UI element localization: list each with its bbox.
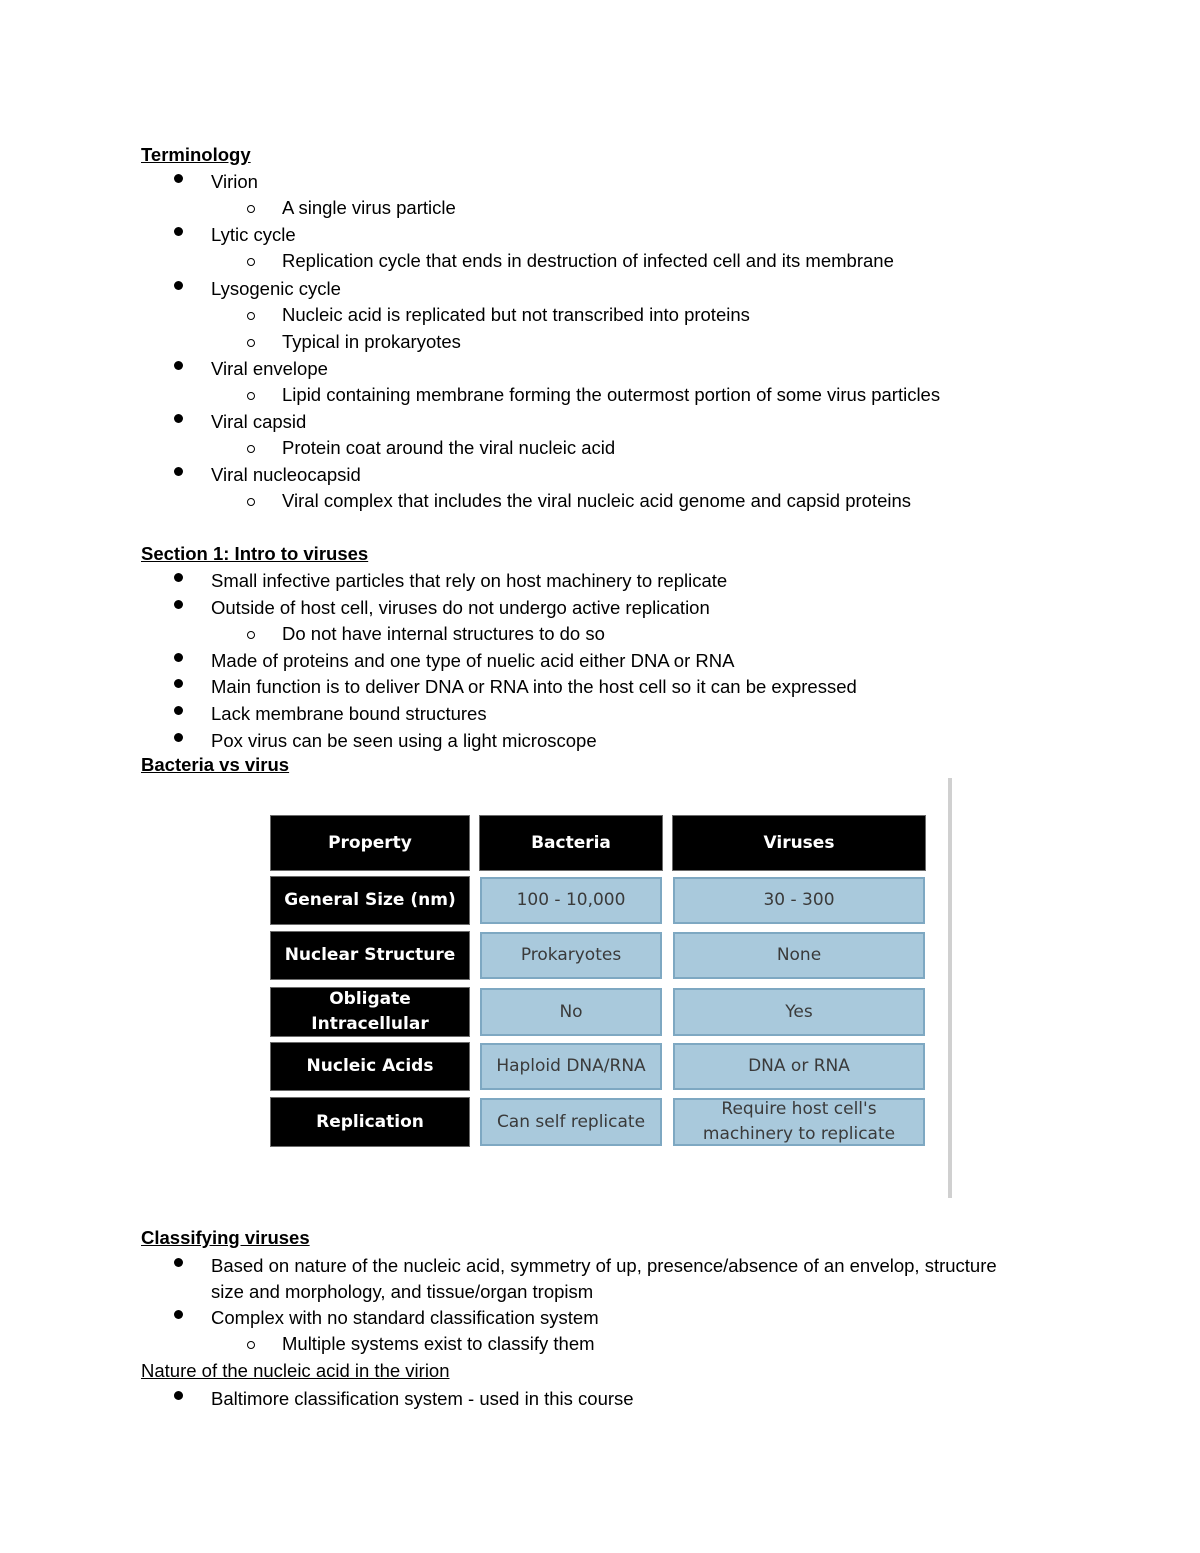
bullet-dot-icon [174,174,183,183]
term-nucleocapsid-detail: Viral complex that includes the viral nucleic acid genome and capsid proteins [282,490,912,511]
table-header-cell: Viruses [673,816,925,870]
table-cell: Yes [673,988,925,1036]
table-row-label: General Size (nm) [271,877,469,924]
figure-edge-divider [948,778,952,1198]
table-cell: Haploid DNA/RNA [480,1043,662,1090]
table-row-label: Nucleic Acids [271,1043,469,1090]
bullet-circle-icon [247,339,255,347]
bullet-dot-icon [174,573,183,582]
bullet-circle-icon [247,445,255,453]
term-viral-envelope: Viral envelope [211,358,328,379]
bullet-dot-icon [174,361,183,370]
table-cell: DNA or RNA [673,1043,925,1090]
comparison-heading: Bacteria vs virus [141,754,290,775]
bullet-circle-icon [247,392,255,400]
section1-bullet: Outside of host cell, viruses do not undergo active replication [211,597,710,618]
bullet-dot-icon [174,467,183,476]
bullet-dot-icon [174,733,183,742]
term-virion: Virion [211,171,258,192]
bullet-circle-icon [247,205,255,213]
table-cell: 30 - 300 [673,877,925,924]
bullet-circle-icon [247,631,255,639]
classifying-bullet-continued: size and morphology, and tissue/organ tropism [211,1281,594,1302]
section1-sub-bullet: Do not have internal structures to do so [282,623,605,644]
bullet-dot-icon [174,653,183,662]
term-lysogenic-cycle: Lysogenic cycle [211,278,341,299]
section1-bullet: Pox virus can be seen using a light microscope [211,730,597,751]
table-cell: 100 - 10,000 [480,877,662,924]
terminology-heading: Terminology [141,144,251,165]
table-row-label: Obligate Intracellular [271,988,469,1036]
table-cell: Prokaryotes [480,932,662,979]
term-lytic-cycle: Lytic cycle [211,224,296,245]
term-virion-detail: A single virus particle [282,197,456,218]
table-cell: Require host cell's machinery to replicate [673,1098,925,1146]
table-row-label: Nuclear Structure [271,932,469,979]
term-lytic-detail: Replication cycle that ends in destruction of infected cell and its membrane [282,250,894,271]
bullet-dot-icon [174,600,183,609]
table-header-cell: Property [271,816,469,870]
nucleic-acid-subheading: Nature of the nucleic acid in the virion [141,1360,450,1381]
nucleic-acid-bullet: Baltimore classification system - used in this course [211,1388,634,1409]
bullet-circle-icon [247,258,255,266]
classifying-sub-bullet: Multiple systems exist to classify them [282,1333,595,1354]
term-lysogenic-detail: Typical in prokaryotes [282,331,461,352]
classifying-bullet: Complex with no standard classification system [211,1307,599,1328]
bullet-circle-icon [247,1341,255,1349]
term-envelope-detail: Lipid containing membrane forming the outermost portion of some virus particles [282,384,941,405]
term-viral-nucleocapsid: Viral nucleocapsid [211,464,361,485]
bullet-dot-icon [174,706,183,715]
bullet-dot-icon [174,1391,183,1400]
term-viral-capsid: Viral capsid [211,411,307,432]
table-row-label: Replication [271,1098,469,1146]
section1-bullet: Lack membrane bound structures [211,703,487,724]
bullet-dot-icon [174,1258,183,1267]
classifying-bullet: Based on nature of the nucleic acid, symmetry of up, presence/absence of an envelop, structure [211,1255,997,1276]
table-cell: Can self replicate [480,1098,662,1146]
table-cell: None [673,932,925,979]
table-header-cell: Bacteria [480,816,662,870]
term-capsid-detail: Protein coat around the viral nucleic acid [282,437,616,458]
bullet-dot-icon [174,227,183,236]
section1-heading: Section 1: Intro to viruses [141,543,369,564]
bullet-dot-icon [174,414,183,423]
section1-bullet: Small infective particles that rely on host machinery to replicate [211,570,728,591]
section1-bullet: Made of proteins and one type of nuelic acid either DNA or RNA [211,650,735,671]
bullet-circle-icon [247,312,255,320]
table-cell: No [480,988,662,1036]
classifying-heading: Classifying viruses [141,1227,310,1248]
bullet-dot-icon [174,1310,183,1319]
section1-bullet: Main function is to deliver DNA or RNA into the host cell so it can be expressed [211,676,857,697]
bullet-dot-icon [174,281,183,290]
bullet-dot-icon [174,679,183,688]
bullet-circle-icon [247,498,255,506]
term-lysogenic-detail: Nucleic acid is replicated but not transcribed into proteins [282,304,750,325]
